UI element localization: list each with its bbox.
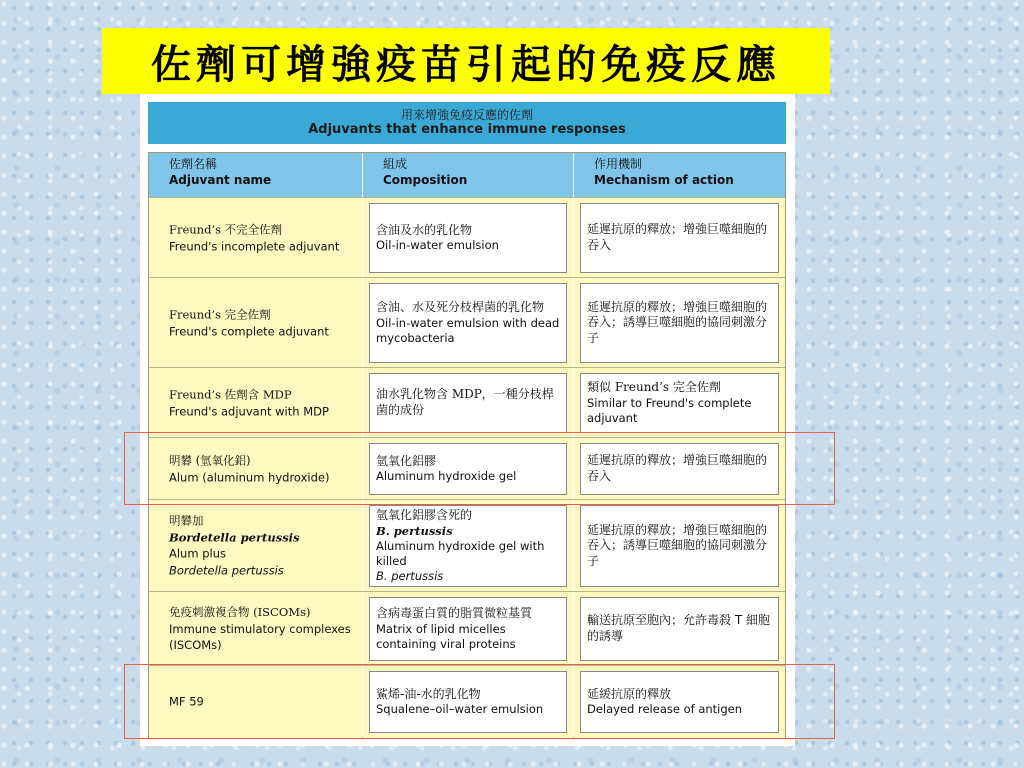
adjuvant-name-cell — [149, 666, 362, 738]
table-row — [149, 665, 785, 738]
adjuvant-name-en: Freund's adjuvant with MDP — [169, 404, 329, 418]
adjuvant-table — [148, 152, 786, 738]
table-row — [149, 367, 785, 438]
mechanism-cell — [574, 438, 785, 500]
table-row — [149, 197, 785, 278]
composition-en: Squalene–oil–water emulsion — [376, 702, 544, 717]
adjuvant-table-figure — [140, 94, 795, 746]
composition-en: Matrix of lipid micelles containing viral proteins — [376, 621, 516, 651]
adjuvant-name-zh: Freund’s 不完全佐劑 — [169, 222, 283, 237]
table-header — [148, 102, 786, 144]
adjuvant-name-cell — [149, 592, 362, 666]
adjuvant-name-zh: Freund’s 佐劑含 MDP — [169, 387, 292, 402]
table-row — [149, 437, 785, 500]
table-header-zh: 用來增強免疫反應的佐劑 — [400, 108, 533, 122]
table-row — [149, 277, 785, 368]
adjuvant-name-cell — [149, 278, 362, 368]
composition-zh: 含油及水的乳化物 — [376, 222, 473, 237]
composition-zh: 氫氧化鋁膠含死的 — [376, 508, 473, 523]
column-header-en: Mechanism of action — [594, 172, 734, 187]
mechanism-cell — [574, 592, 785, 666]
adjuvant-name-latin: Bordetella pertussis — [169, 530, 300, 545]
adjuvant-name-en: Alum (aluminum hydroxide) — [169, 470, 330, 484]
adjuvant-name-zh: 免疫刺激複合物 (ISCOMs) — [169, 604, 311, 619]
column-header-en: Adjuvant name — [169, 172, 272, 187]
composition-cell — [363, 198, 573, 278]
column-header-name — [149, 153, 362, 197]
adjuvant-name-cell — [149, 438, 362, 500]
slide-title: 佐劑可增強疫苗引起的免疫反應 — [102, 28, 830, 94]
adjuvant-name-en-latin: Bordetella pertussis — [169, 563, 284, 578]
mechanism-cell — [574, 500, 785, 592]
mechanism-cell — [574, 198, 785, 278]
mechanism-zh: 輸送抗原至胞內；允許毒殺 T 細胞的誘導 — [587, 613, 770, 643]
composition-cell — [363, 438, 573, 500]
column-header-zh: 佐劑名稱 — [169, 157, 218, 171]
adjuvant-name-zh: 明礬 (氫氧化鋁) — [169, 453, 251, 468]
composition-zh: 油水乳化物含 MDP，一種分枝桿菌的成份 — [376, 387, 554, 417]
adjuvant-name-en: Freund's incomplete adjuvant — [169, 239, 340, 253]
table-header-en: Adjuvants that enhance immune responses — [308, 122, 626, 138]
mechanism-zh: 延遲抗原的釋放；增強巨噬細胞的吞入 — [587, 222, 768, 252]
column-header-composition — [363, 153, 573, 197]
mechanism-en: Delayed release of antigen — [587, 702, 743, 717]
table-row — [149, 591, 785, 666]
composition-en: Oil-in-water emulsion — [376, 238, 499, 253]
composition-cell — [363, 368, 573, 438]
composition-cell — [363, 666, 573, 738]
adjuvant-name-en: Immune stimulatory complexes (ISCOMs) — [169, 621, 351, 653]
adjuvant-name-cell — [149, 500, 362, 592]
mechanism-en: Similar to Freund's complete adjuvant — [587, 395, 752, 425]
column-header-zh: 作用機制 — [594, 157, 643, 171]
composition-zh: 含油、水及死分枝桿菌的乳化物 — [376, 300, 545, 315]
composition-en: Aluminum hydroxide gel with killed — [376, 538, 545, 568]
table-row — [149, 499, 785, 592]
column-header-zh: 組成 — [383, 157, 408, 171]
mechanism-cell — [574, 278, 785, 368]
adjuvant-name-cell — [149, 198, 362, 278]
mechanism-cell — [574, 666, 785, 738]
composition-cell — [363, 278, 573, 368]
adjuvant-name-zh: 明礬加 — [169, 513, 204, 528]
column-header-en: Composition — [383, 172, 468, 187]
mechanism-zh: 延緩抗原的釋放 — [587, 686, 672, 701]
mechanism-zh: 延遲抗原的釋放；增強巨噬細胞的吞入；誘導巨噬細胞的協同刺激分子 — [587, 522, 768, 568]
composition-cell — [363, 592, 573, 666]
adjuvant-name-en: MF 59 — [169, 694, 204, 709]
mechanism-cell — [574, 368, 785, 438]
composition-zh: 氫氧化鋁膠 — [376, 453, 437, 468]
mechanism-zh: 延遲抗原的釋放；增強巨噬細胞的吞入；誘導巨噬細胞的協同刺激分子 — [587, 299, 768, 345]
adjuvant-name-zh: Freund’s 完全佐劑 — [169, 307, 271, 322]
composition-en-latin: B. pertussis — [376, 568, 444, 583]
mechanism-zh: 延遲抗原的釋放；增強巨噬細胞的吞入 — [587, 453, 768, 483]
composition-cell — [363, 500, 573, 592]
composition-latin: B. pertussis — [376, 523, 453, 538]
adjuvant-name-en: Alum plus — [169, 547, 226, 561]
composition-zh: 含病毒蛋白質的脂質微粒基質 — [376, 606, 533, 621]
mechanism-zh: 類似 Freund’s 完全佐劑 — [587, 380, 721, 395]
composition-en: Aluminum hydroxide gel — [376, 469, 517, 484]
adjuvant-name-cell — [149, 368, 362, 438]
adjuvant-name-en: Freund's complete adjuvant — [169, 324, 329, 338]
composition-en: Oil-in-water emulsion with dead mycobacteria — [376, 315, 560, 345]
column-header-mechanism — [574, 153, 785, 197]
composition-zh: 鯊烯-油-水的乳化物 — [376, 686, 481, 701]
